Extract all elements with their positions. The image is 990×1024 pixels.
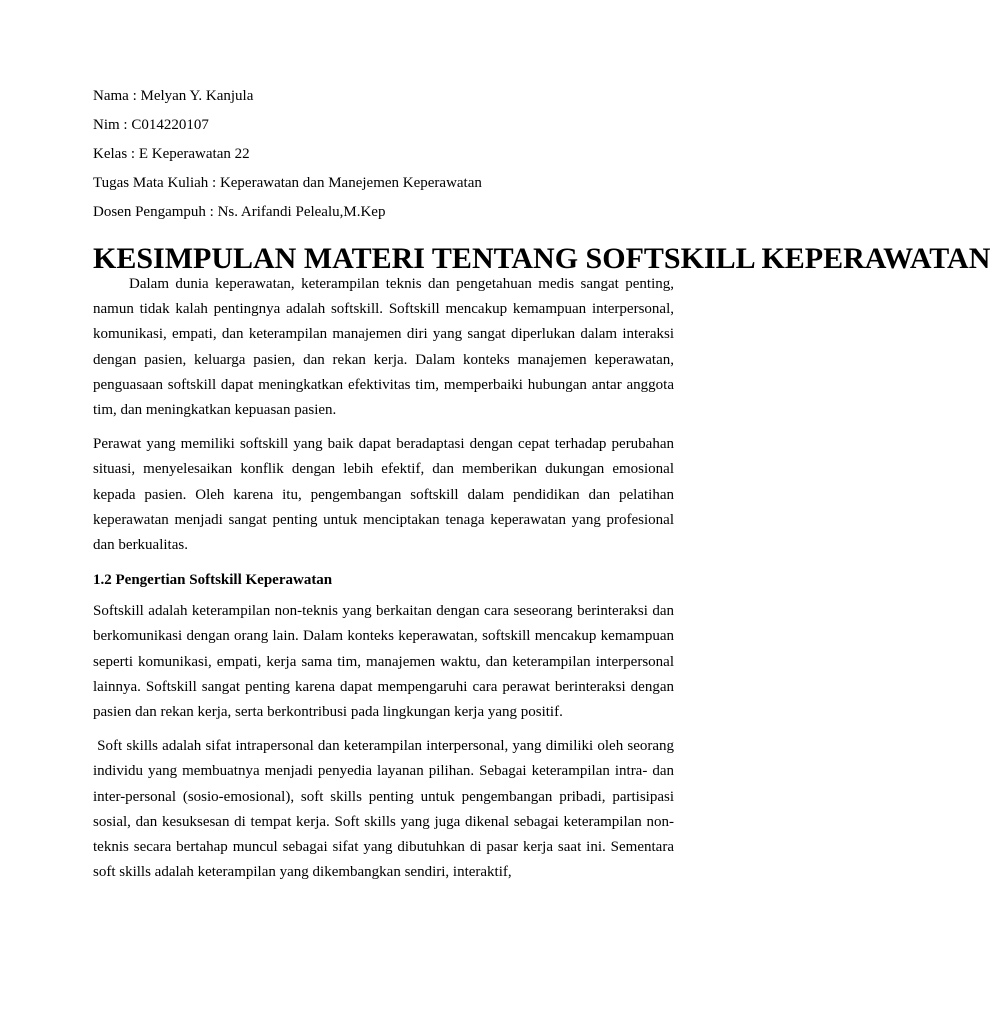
paragraph-intro: Dalam dunia keperawatan, keterampilan teknis dan pengetahuan medis sangat penting, namun tidak kalah pentingnya adalah softskill. Softskill mencakup kemampuan interpersonal, komunikasi, empati, dan keterampilan manajemen diri yang sangat diperlukan dalam interaksi dengan pasien, keluarga pasien, dan rekan kerja. Dalam konteks manajemen keperawatan, penguasaan softskill dapat meningkatkan efektivitas tim, memperbaiki hubungan antar anggota tim, dan meningkatkan kepuasan pasien.	[93, 276, 674, 419]
student-nim: Nim : C014220107	[93, 117, 209, 133]
document-title: KESIMPULAN MATERI TENTANG SOFTSKILL KEPERAWATAN	[93, 242, 990, 275]
section-heading: 1.2 Pengertian Softskill Keperawatan	[93, 572, 333, 589]
paragraph-adaptation: Perawat yang memiliki softskill yang baik dapat beradaptasi dengan cepat terhadap perubahan situasi, menyelesaikan konflik dengan lebih efektif, dan memberikan dukungan emosional kepada pasien. Oleh karena itu, pengembangan softskill dalam pendidikan dan pelatihan keperawatan menjadi sangat penting untuk menciptakan tenaga keperawatan yang profesional dan berkualitas.	[93, 436, 674, 554]
course-assignment: Tugas Mata Kuliah : Keperawatan dan Manejemen Keperawatan	[93, 175, 482, 191]
lecturer: Dosen Pengampuh : Ns. Arifandi Pelealu,M.Kep	[93, 204, 386, 220]
paragraph-soft-skills: Soft skills adalah sifat intrapersonal dan keterampilan interpersonal, yang dimiliki oleh seorang individu yang membuatnya menjadi penyedia layanan pilihan. Sebagai keterampilan intra- dan inter-personal (sosio-emosional), soft skills penting untuk pengembangan pribadi, partisipasi sosial, dan kesuksesan di tempat kerja. Soft skills yang juga dikenal sebagai keterampilan non-teknis secara bertahap muncul sebagai sifat yang dibutuhkan di pasar kerja saat ini. Sementara soft skills adalah keterampilan yang dikembangkan sendiri, interaktif,	[93, 738, 678, 881]
student-name: Nama : Melyan Y. Kanjula	[93, 88, 254, 104]
student-class: Kelas : E Keperawatan 22	[93, 146, 250, 162]
paragraph-definition: Softskill adalah keterampilan non-teknis yang berkaitan dengan cara seseorang berinteraksi dan berkomunikasi dengan orang lain. Dalam konteks keperawatan, softskill mencakup kemampuan seperti komunikasi, empati, kerja sama tim, manajemen waktu, dan keterampilan interpersonal lainnya. Softskill sangat penting karena dapat mempengaruhi cara perawat berinteraksi dengan pasien dan rekan kerja, serta berkontribusi pada lingkungan kerja yang positif.	[93, 603, 674, 721]
document-page	[93, 86, 990, 885]
